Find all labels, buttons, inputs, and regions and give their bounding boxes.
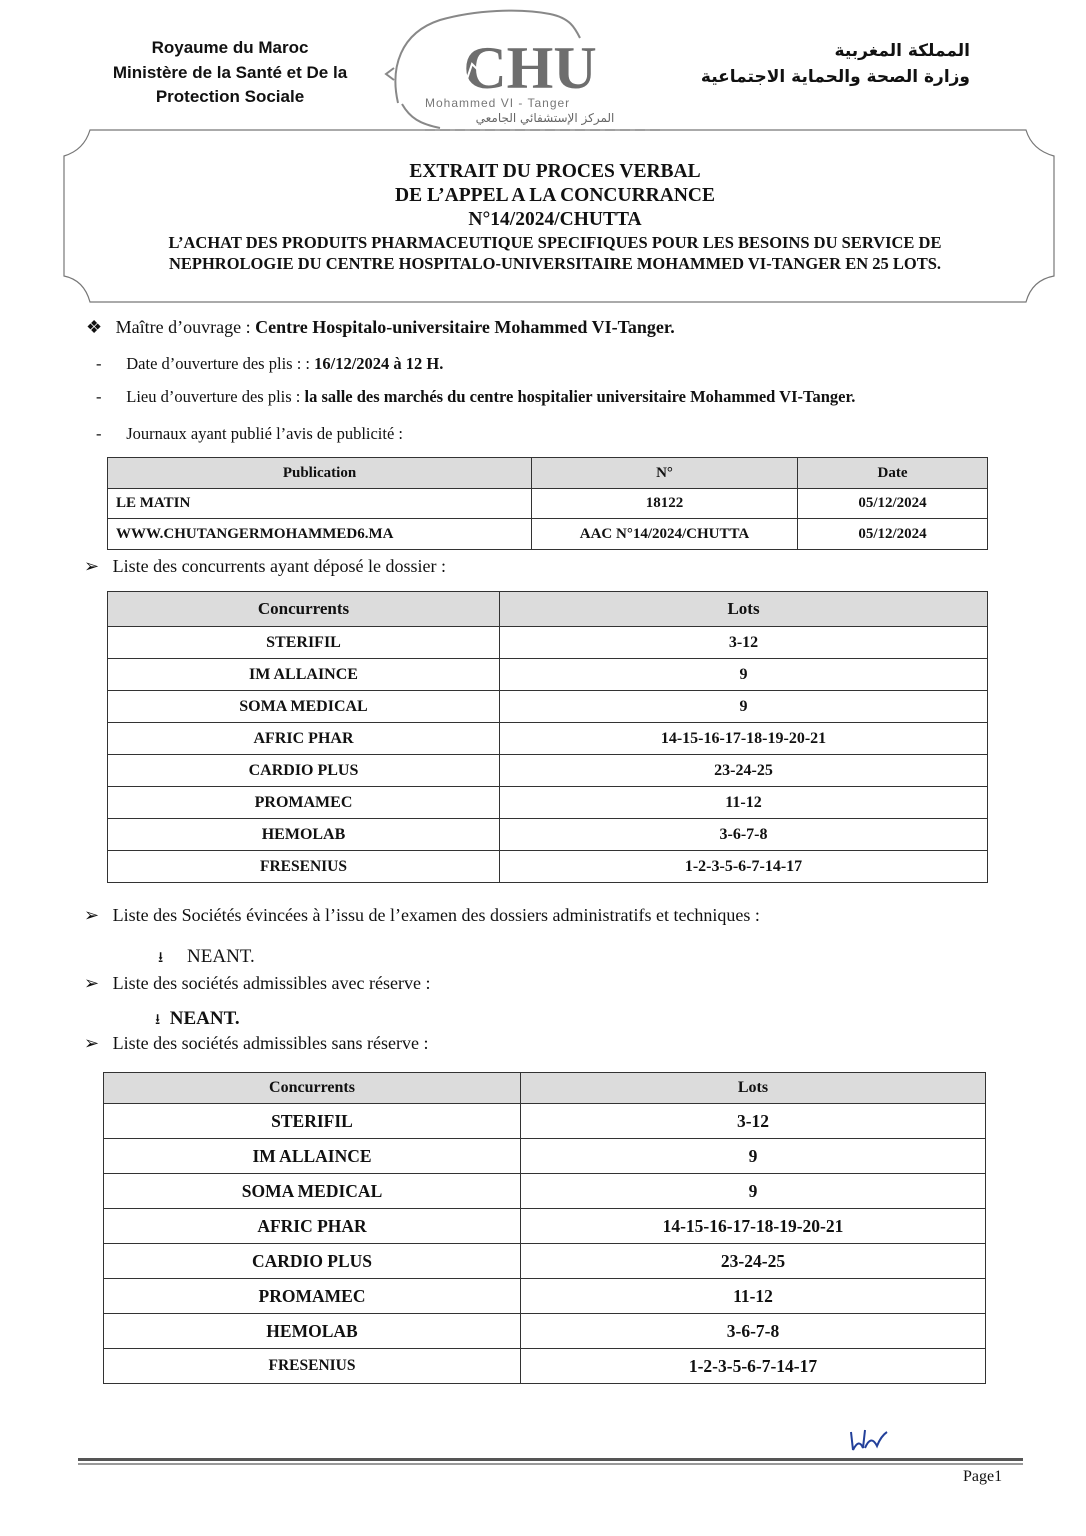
table-row [108, 851, 988, 883]
arrow-bullet-icon: ➢ [84, 905, 100, 925]
journaux-line [96, 423, 403, 445]
evincees-heading [84, 904, 760, 926]
dash-bullet-icon: - [96, 354, 102, 373]
evincees-value-line [158, 946, 255, 969]
header-left-line: Protection Sociale [155, 87, 305, 106]
lots-cell: 14-15-16-17-18-19-20-21 [500, 723, 988, 755]
date-value: 16/12/2024 à 12 H. [314, 354, 444, 373]
admissibles-table [103, 1072, 986, 1384]
company-cell: PROMAMEC [104, 1279, 521, 1314]
sans-reserve-heading [84, 1032, 429, 1054]
company-cell: IM ALLAINCE [108, 659, 500, 691]
page-number: Page1 [963, 1468, 1003, 1485]
column-header: Lots [521, 1073, 986, 1104]
table-row [108, 723, 988, 755]
lots-cell: 23-24-25 [500, 755, 988, 787]
lots-cell: 1-2-3-5-6-7-14-17 [521, 1349, 986, 1384]
title-line: NEPHROLOGIE DU CENTRE HOSPITALO-UNIVERSITAIRE MOHAMMED VI-TANGER EN 25 LOTS. [168, 254, 942, 273]
arrow-bullet-icon: ➢ [84, 556, 100, 576]
date-cell: 05/12/2024 [798, 489, 988, 519]
dash-bullet-icon: - [96, 387, 102, 406]
concurrents-label: Liste des concurrents ayant déposé le dossier : [112, 556, 446, 576]
company-cell: SOMA MEDICAL [108, 691, 500, 723]
lots-cell: 1-2-3-5-6-7-14-17 [500, 851, 988, 883]
column-header: Lots [500, 592, 988, 627]
publication-cell: WWW.CHUTANGERMOHAMMED6.MA [108, 519, 532, 550]
table-row [108, 819, 988, 851]
table-row [104, 1174, 986, 1209]
avec-reserve-label: Liste des sociétés admissibles avec réserve : [112, 973, 431, 993]
company-cell: CARDIO PLUS [104, 1244, 521, 1279]
footer-rule [78, 1458, 1023, 1461]
header-left-line: Ministère de la Santé et De la [112, 62, 348, 82]
column-header: Concurrents [108, 592, 500, 627]
title-line: DE L’APPEL A LA CONCURRANCE [395, 185, 715, 206]
concurrents-table [107, 591, 988, 883]
lots-cell: 23-24-25 [521, 1244, 986, 1279]
lots-cell: 9 [500, 659, 988, 691]
header-right-line: المملكة المغربية [834, 41, 970, 61]
number-cell: 18122 [532, 489, 798, 519]
title-line: L’ACHAT DES PRODUITS PHARMACEUTIQUE SPECIFIQUES POUR LES BESOINS DU SERVICE DE [168, 233, 942, 252]
table-header-row [108, 592, 988, 627]
lots-cell: 3-6-7-8 [500, 819, 988, 851]
company-cell: AFRIC PHAR [108, 723, 500, 755]
lots-cell: 11-12 [521, 1279, 986, 1314]
document-title [80, 160, 1030, 274]
table-row [104, 1104, 986, 1139]
company-cell: CARDIO PLUS [108, 755, 500, 787]
table-row [104, 1139, 986, 1174]
lots-cell: 3-12 [500, 627, 988, 659]
table-row [108, 627, 988, 659]
header-left-line: Royaume du Maroc [151, 38, 309, 57]
company-cell: IM ALLAINCE [104, 1139, 521, 1174]
table-row [108, 691, 988, 723]
table-row [104, 1244, 986, 1279]
title-line: EXTRAIT DU PROCES VERBAL [409, 161, 701, 182]
company-cell: HEMOLAB [108, 819, 500, 851]
down-arrow-bullet-icon: ⭳ [158, 950, 164, 966]
avec-reserve-heading [84, 972, 431, 994]
table-row [108, 489, 988, 519]
chu-logo [380, 8, 680, 136]
table-header-row [104, 1073, 986, 1104]
evincees-label: Liste des Sociétés évincées à l’issu de l’examen des dossiers administratifs et techniques : [112, 905, 760, 925]
company-cell: PROMAMEC [108, 787, 500, 819]
table-header-row [108, 458, 988, 489]
number-cell: AAC N°14/2024/CHUTTA [532, 519, 798, 550]
footer-rule [78, 1463, 1023, 1465]
arrow-bullet-icon: ➢ [84, 973, 100, 993]
company-cell: SOMA MEDICAL [104, 1174, 521, 1209]
maitre-ouvrage-line [86, 316, 675, 338]
avec-reserve-value-line [155, 1008, 240, 1031]
logo-main-text: CHU [463, 35, 597, 101]
date-cell: 05/12/2024 [798, 519, 988, 550]
maitre-value: Centre Hospitalo-universitaire Mohammed VI-Tanger. [255, 317, 675, 337]
lieu-label: Lieu d’ouverture des plis : [126, 387, 305, 406]
lots-cell: 3-12 [521, 1104, 986, 1139]
header-right-institution [700, 38, 970, 90]
logo-arabic-text: المركز الإستشفائي الجامعي [475, 111, 615, 125]
column-header: Publication [108, 458, 532, 489]
publication-cell: LE MATIN [108, 489, 532, 519]
table-row [104, 1209, 986, 1244]
logo-sub-text: Mohammed VI - Tanger [425, 96, 571, 110]
column-header: Date [798, 458, 988, 489]
journaux-label: Journaux ayant publié l’avis de publicité : [126, 424, 404, 443]
publications-table [107, 457, 988, 550]
table-row [108, 787, 988, 819]
table-row [108, 519, 988, 550]
table-row [104, 1279, 986, 1314]
down-arrow-bullet-icon: ⭳ [155, 1012, 161, 1028]
date-label: Date d’ouverture des plis : : [126, 354, 315, 373]
lots-cell: 11-12 [500, 787, 988, 819]
lieu-value: la salle des marchés du centre hospitalier universitaire Mohammed VI-Tanger. [304, 387, 856, 406]
date-ouverture-line [96, 353, 443, 375]
lots-cell: 14-15-16-17-18-19-20-21 [521, 1209, 986, 1244]
maitre-label: Maître d’ouvrage : [115, 317, 256, 337]
title-line: N°14/2024/CHUTTA [468, 209, 642, 230]
dash-bullet-icon: - [96, 424, 102, 443]
signature-initials [845, 1424, 895, 1456]
company-cell: STERIFIL [104, 1104, 521, 1139]
company-cell: HEMOLAB [104, 1314, 521, 1349]
company-cell: STERIFIL [108, 627, 500, 659]
table-row [108, 659, 988, 691]
company-cell: FRESENIUS [108, 851, 500, 883]
diamond-bullet-icon: ❖ [86, 317, 103, 337]
lots-cell: 9 [500, 691, 988, 723]
table-row [104, 1349, 986, 1384]
avec-reserve-value: NEANT. [169, 1008, 240, 1029]
company-cell: AFRIC PHAR [104, 1209, 521, 1244]
lots-cell: 3-6-7-8 [521, 1314, 986, 1349]
lots-cell: 9 [521, 1139, 986, 1174]
column-header: Concurrents [104, 1073, 521, 1104]
table-row [104, 1314, 986, 1349]
header-right-line: وزارة الصحة والحماية الاجتماعية [700, 67, 970, 87]
column-header: N° [532, 458, 798, 489]
company-cell: FRESENIUS [104, 1349, 521, 1384]
arrow-bullet-icon: ➢ [84, 1033, 100, 1053]
table-row [108, 755, 988, 787]
lots-cell: 9 [521, 1174, 986, 1209]
lieu-ouverture-line [96, 386, 855, 408]
header-left-institution [70, 36, 390, 110]
evincees-value: NEANT. [187, 946, 255, 967]
concurrents-heading [84, 555, 446, 577]
sans-reserve-label: Liste des sociétés admissibles sans réserve : [112, 1033, 429, 1053]
